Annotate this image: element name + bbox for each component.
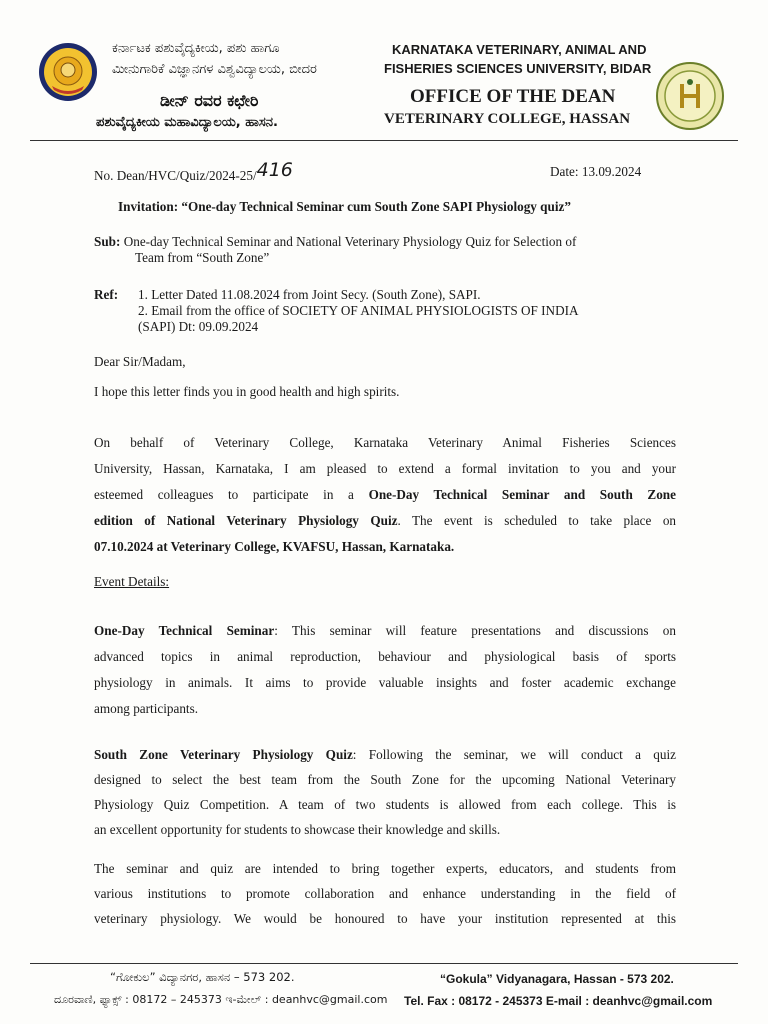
footer-kannada-contact: ದೂರವಾಣಿ, ಫ್ಯಾಕ್ಸ್ : 08172 – 245373 ಇ-ಮೇಲ್ : deanhvc@gmail.com: [54, 993, 388, 1006]
event-details-heading: Event Details:: [94, 574, 170, 589]
ref-item-2-cont: (SAPI) Dt: 09.09.2024: [138, 319, 259, 334]
letterhead-divider: [30, 140, 738, 141]
footer-kannada-address: “ಗೋಕುಲ” ವಿದ್ಯಾನಗರ, ಹಾಸನ – 573 202.: [110, 970, 295, 984]
footer-contact: Tel. Fax : 08172 - 245373 E-mail : deanhvc@gmail.com: [404, 994, 713, 1008]
kannada-university-line-1: ಕರ್ನಾಟಕ ಪಶುವೈದ್ಯಕೀಯ, ಪಶು ಹಾಗೂ: [112, 41, 280, 56]
subject-line-2: Team from “South Zone”: [135, 250, 270, 265]
university-seal-icon: [38, 42, 98, 102]
reference-number: No. Dean/HVC/Quiz/2024-25/416: [94, 159, 293, 183]
ref-item-2: 2. Email from the office of SOCIETY OF ANIMAL PHYSIOLOGISTS OF INDIA: [138, 303, 579, 318]
subject-line-1: Sub: One-day Technical Seminar and National Veterinary Physiology Quiz for Selection of: [94, 234, 577, 249]
invitation-heading: Invitation: “One-day Technical Seminar cum South Zone SAPI Physiology quiz”: [118, 199, 571, 214]
kannada-university-line-2: ಮೀನುಗಾರಿಕೆ ವಿಜ್ಞಾನಗಳ ವಿಶ್ವವಿದ್ಯಾಲಯ, ಬೀದರ: [112, 62, 317, 77]
footer-address: “Gokula” Vidyanagara, Hassan - 573 202.: [440, 972, 674, 986]
kannada-office-title: ಡೀನ್ ರವರ ಕಛೇರಿ: [160, 91, 259, 110]
salutation: Dear Sir/Madam,: [94, 354, 186, 369]
ref-label: Ref:: [94, 287, 119, 302]
office-title: OFFICE OF THE DEAN: [410, 86, 616, 107]
college-name: VETERINARY COLLEGE, HASSAN: [384, 111, 631, 127]
opening-line: I hope this letter finds you in good health and high spirits.: [94, 384, 400, 399]
ref-item-1: 1. Letter Dated 11.08.2024 from Joint Secy. (South Zone), SAPI.: [138, 287, 481, 302]
university-name-line-2: FISHERIES SCIENCES UNIVERSITY, BIDAR: [384, 61, 652, 76]
university-name-line-1: KARNATAKA VETERINARY, ANIMAL AND: [392, 42, 647, 57]
kannada-college-name: ಪಶುವೈದ್ಯಕೀಯ ಮಹಾವಿದ್ಯಾಲಯ, ಹಾಸನ.: [96, 115, 278, 130]
footer-divider: [30, 963, 738, 964]
college-emblem-icon: [656, 62, 724, 130]
letter-date: Date: 13.09.2024: [550, 164, 642, 179]
handwritten-number: 416: [256, 159, 293, 181]
